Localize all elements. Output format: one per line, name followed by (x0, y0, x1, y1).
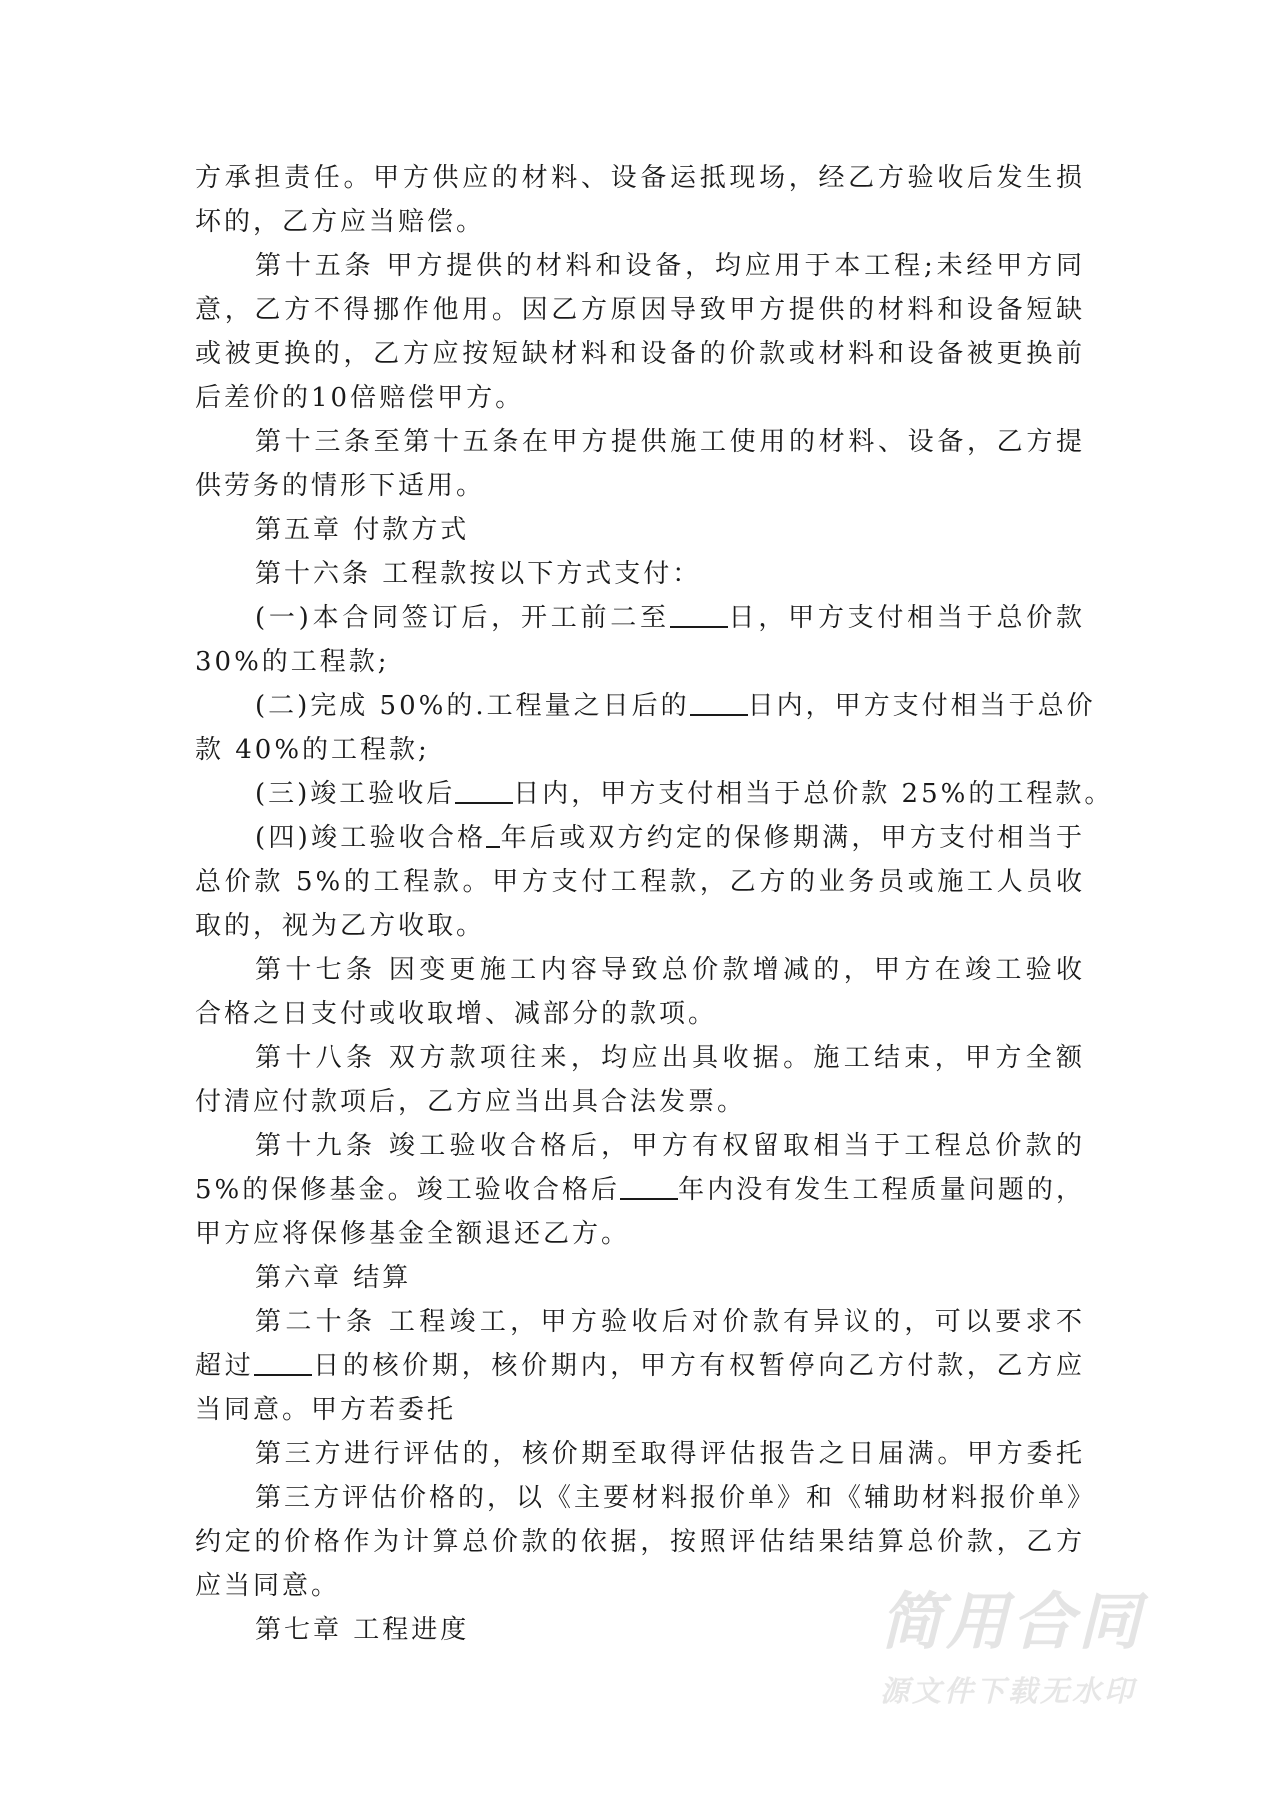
fill-in-blank[interactable] (670, 596, 728, 628)
contract-body (195, 156, 1114, 1652)
chapter-5-heading: 第五章 付款方式 (255, 515, 470, 545)
text-segment: 年内没有发生工程质量问题的， (678, 1175, 1085, 1205)
article-16-line: 第十六条 工程款按以下方式支付： (255, 559, 702, 589)
article-15-line: 第十五条 甲方提供的材料和设备，均应用于本工程;未经甲方同 (255, 251, 1085, 281)
watermark-subtitle: 源文件下载无水印 (880, 1674, 1137, 1708)
article-17-line: 第十七条 因变更施工内容导致总价款增减的，甲方在竣工验收 (255, 955, 1085, 985)
fill-in-blank[interactable] (455, 772, 513, 804)
text-segment: (三)竣工验收后 (255, 779, 456, 809)
article-18-line: 第十八条 双方款项往来，均应出具收据。施工结束，甲方全额 (255, 1043, 1085, 1073)
paragraph-line: 合格之日支付或收取增、减部分的款项。 (195, 999, 718, 1029)
text-segment: (一)本合同签订后，开工前二至 (255, 603, 670, 633)
watermark (880, 1585, 1180, 1708)
paragraph-line: 方承担责任。甲方供应的材料、设备运抵现场，经乙方验收后发生损 (195, 163, 1085, 193)
paragraph-line: 第三方进行评估的，核价期至取得评估报告之日届满。甲方委托 (255, 1439, 1085, 1469)
payment-item-3 (195, 772, 1114, 816)
payment-item-4 (195, 816, 1085, 860)
text-segment: 5%的保修基金。竣工验收合格后 (195, 1175, 621, 1205)
paragraph-line (195, 1344, 1085, 1388)
paragraph-line: 后差价的10倍赔偿甲方。 (195, 383, 525, 413)
paragraph-line: 甲方应将保修基金全额退还乙方。 (195, 1219, 631, 1249)
text-segment: 日内，甲方支付相当于总价 (747, 691, 1096, 721)
text-segment: 超过 (195, 1351, 255, 1381)
paragraph-line (195, 1168, 1085, 1212)
payment-item-1 (195, 596, 1085, 640)
paragraph-line: 约定的价格作为计算总价款的依据，按照评估结果结算总价款，乙方 (195, 1527, 1085, 1557)
paragraph-line: 款 40%的工程款; (195, 735, 430, 765)
text-segment: 日的核价期，核价期内，甲方有权暂停向乙方付款，乙方应 (312, 1351, 1085, 1381)
fill-in-blank[interactable] (690, 684, 748, 716)
payment-item-2 (195, 684, 1096, 728)
text-segment: (二)完成 50%的.工程量之日后的 (255, 691, 690, 721)
paragraph-line: 应当同意。 (195, 1571, 341, 1601)
paragraph-line: 或被更换的，乙方应按短缺材料和设备的价款或材料和设备被更换前 (195, 339, 1085, 369)
paragraph-line: 意，乙方不得挪作他用。因乙方原因导致甲方提供的材料和设备短缺 (195, 295, 1085, 325)
paragraph-line: 当同意。甲方若委托 (195, 1395, 457, 1425)
text-segment: 年后或双方约定的保修期满，甲方支付相当于 (500, 823, 1085, 853)
paragraph-line: 取的，视为乙方收取。 (195, 911, 486, 941)
article-19-line: 第十九条 竣工验收合格后，甲方有权留取相当于工程总价款的 (255, 1131, 1085, 1161)
paragraph-line: 总价款 5%的工程款。甲方支付工程款，乙方的业务员或施工人员收 (195, 867, 1085, 897)
article-20-line: 第二十条 工程竣工，甲方验收后对价款有异议的，可以要求不 (255, 1307, 1085, 1337)
fill-in-blank[interactable] (254, 1344, 312, 1376)
paragraph-line: 30%的工程款; (195, 647, 390, 677)
chapter-6-heading: 第六章 结算 (255, 1263, 412, 1293)
chapter-7-heading: 第七章 工程进度 (255, 1615, 470, 1645)
fill-in-blank[interactable] (620, 1168, 678, 1200)
paragraph-line: 付清应付款项后，乙方应当出具合法发票。 (195, 1087, 747, 1117)
paragraph-line: 第十三条至第十五条在甲方提供施工使用的材料、设备，乙方提 (255, 427, 1085, 457)
paragraph-line: 供劳务的情形下适用。 (195, 471, 486, 501)
paragraph-line: 坏的，乙方应当赔偿。 (195, 207, 486, 237)
text-segment: 日内，甲方支付相当于总价款 25%的工程款。 (513, 779, 1114, 809)
text-segment: 日，甲方支付相当于总价款 (727, 603, 1085, 633)
watermark-title: 简用合同 (880, 1585, 1145, 1658)
fill-in-blank[interactable] (486, 816, 500, 848)
text-segment: (四)竣工验收合格 (255, 823, 487, 853)
paragraph-line: 第三方评估价格的，以《主要材料报价单》和《辅助材料报价单》 (255, 1483, 1097, 1513)
